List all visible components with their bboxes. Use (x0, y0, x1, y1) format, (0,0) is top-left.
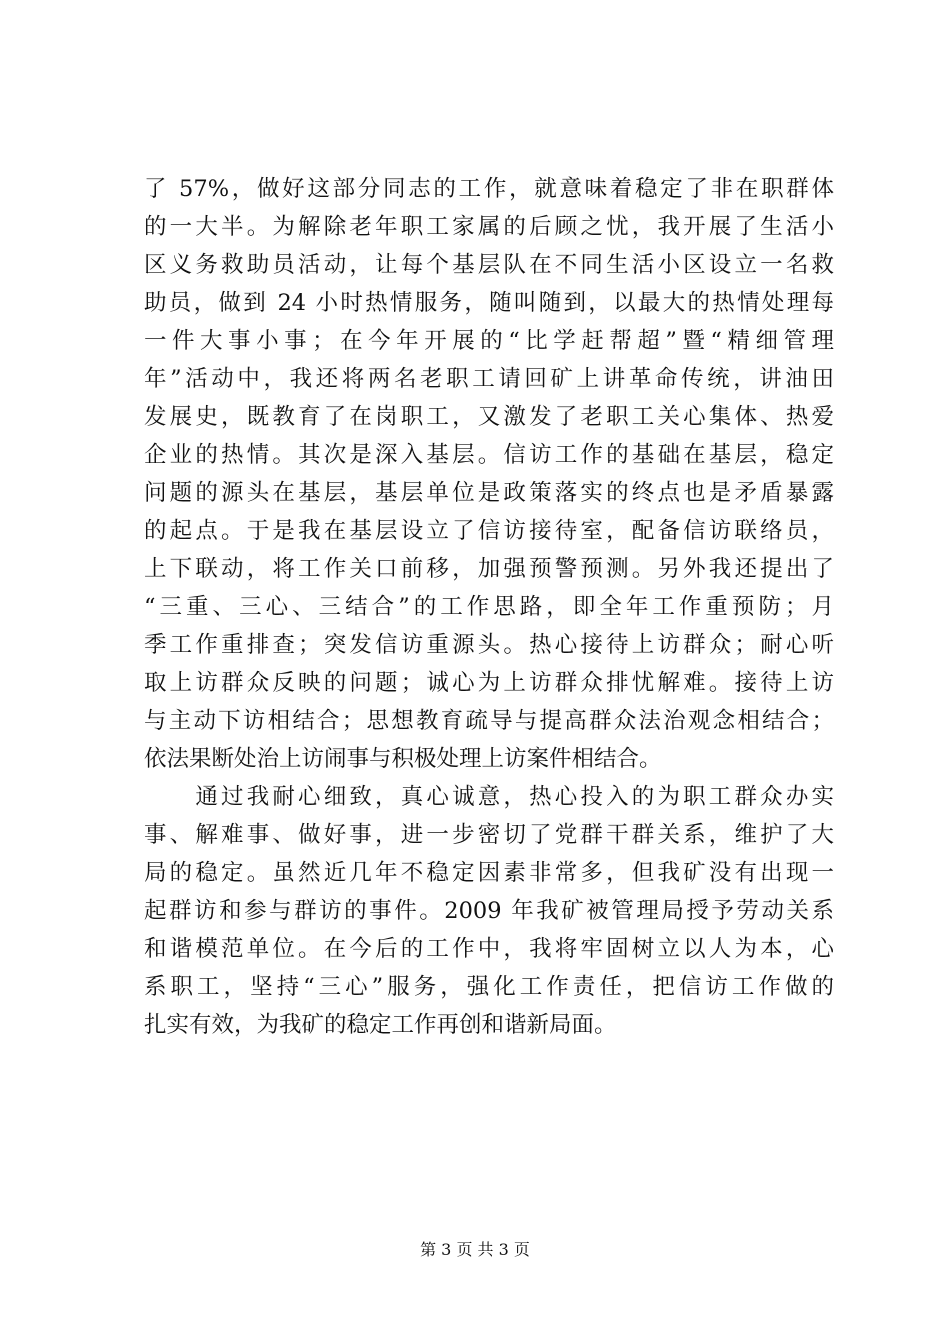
text-line: 的起点。于是我在基层设立了信访接待室，配备信访联络员， (144, 518, 834, 544)
text-line: 发展史，既教育了在岗职工，又激发了老职工关心集体、热爱 (144, 404, 834, 430)
text-line: 起群访和参与群访的事件。2009 年我矿被管理局授予劳动关系 (144, 898, 834, 924)
text-line: 依法果断处治上访闹事与积极处理上访案件相结合。 (144, 746, 662, 772)
text-line: 企业的热情。其次是深入基层。信访工作的基础在基层，稳定 (144, 442, 834, 468)
text-line: 上下联动，将工作关口前移，加强预警预测。另外我还提出了 (144, 556, 834, 582)
text-line: 了 57%，做好这部分同志的工作，就意味着稳定了非在职群体 (144, 176, 834, 202)
text-line: 通过我耐心细致，真心诚意，热心投入的为职工群众办实 (144, 784, 834, 810)
text-line: 和谐模范单位。在今后的工作中，我将牢固树立以人为本，心 (144, 936, 834, 962)
text-line: “三重、三心、三结合”的工作思路，即全年工作重预防；月 (144, 594, 834, 620)
text-line: 系职工，坚持“三心”服务，强化工作责任，把信访工作做的 (144, 974, 834, 1000)
text-line: 一件大事小事；在今年开展的“比学赶帮超”暨“精细管理 (144, 328, 834, 354)
text-line: 年”活动中，我还将两名老职工请回矿上讲革命传统，讲油田 (144, 366, 834, 392)
text-line: 扎实有效，为我矿的稳定工作再创和谐新局面。 (144, 1012, 617, 1038)
text-line: 与主动下访相结合；思想教育疏导与提高群众法治观念相结合； (144, 708, 834, 734)
page-number: 第 3 页 共 3 页 (420, 1240, 530, 1259)
text-line: 问题的源头在基层，基层单位是政策落实的终点也是矛盾暴露 (144, 480, 834, 506)
text-line: 区义务救助员活动，让每个基层队在不同生活小区设立一名救 (144, 252, 834, 278)
text-line: 局的稳定。虽然近几年不稳定因素非常多，但我矿没有出现一 (144, 860, 834, 886)
text-line: 助员，做到 24 小时热情服务，随叫随到，以最大的热情处理每 (144, 290, 834, 316)
text-line: 的一大半。为解除老年职工家属的后顾之忧，我开展了生活小 (144, 214, 834, 240)
text-line: 取上访群众反映的问题；诚心为上访群众排忧解难。接待上访 (144, 670, 834, 696)
body-text (144, 170, 834, 1044)
text-line: 事、解难事、做好事，进一步密切了党群干群关系，维护了大 (144, 822, 834, 848)
text-line: 季工作重排查；突发信访重源头。热心接待上访群众；耐心听 (144, 632, 834, 658)
